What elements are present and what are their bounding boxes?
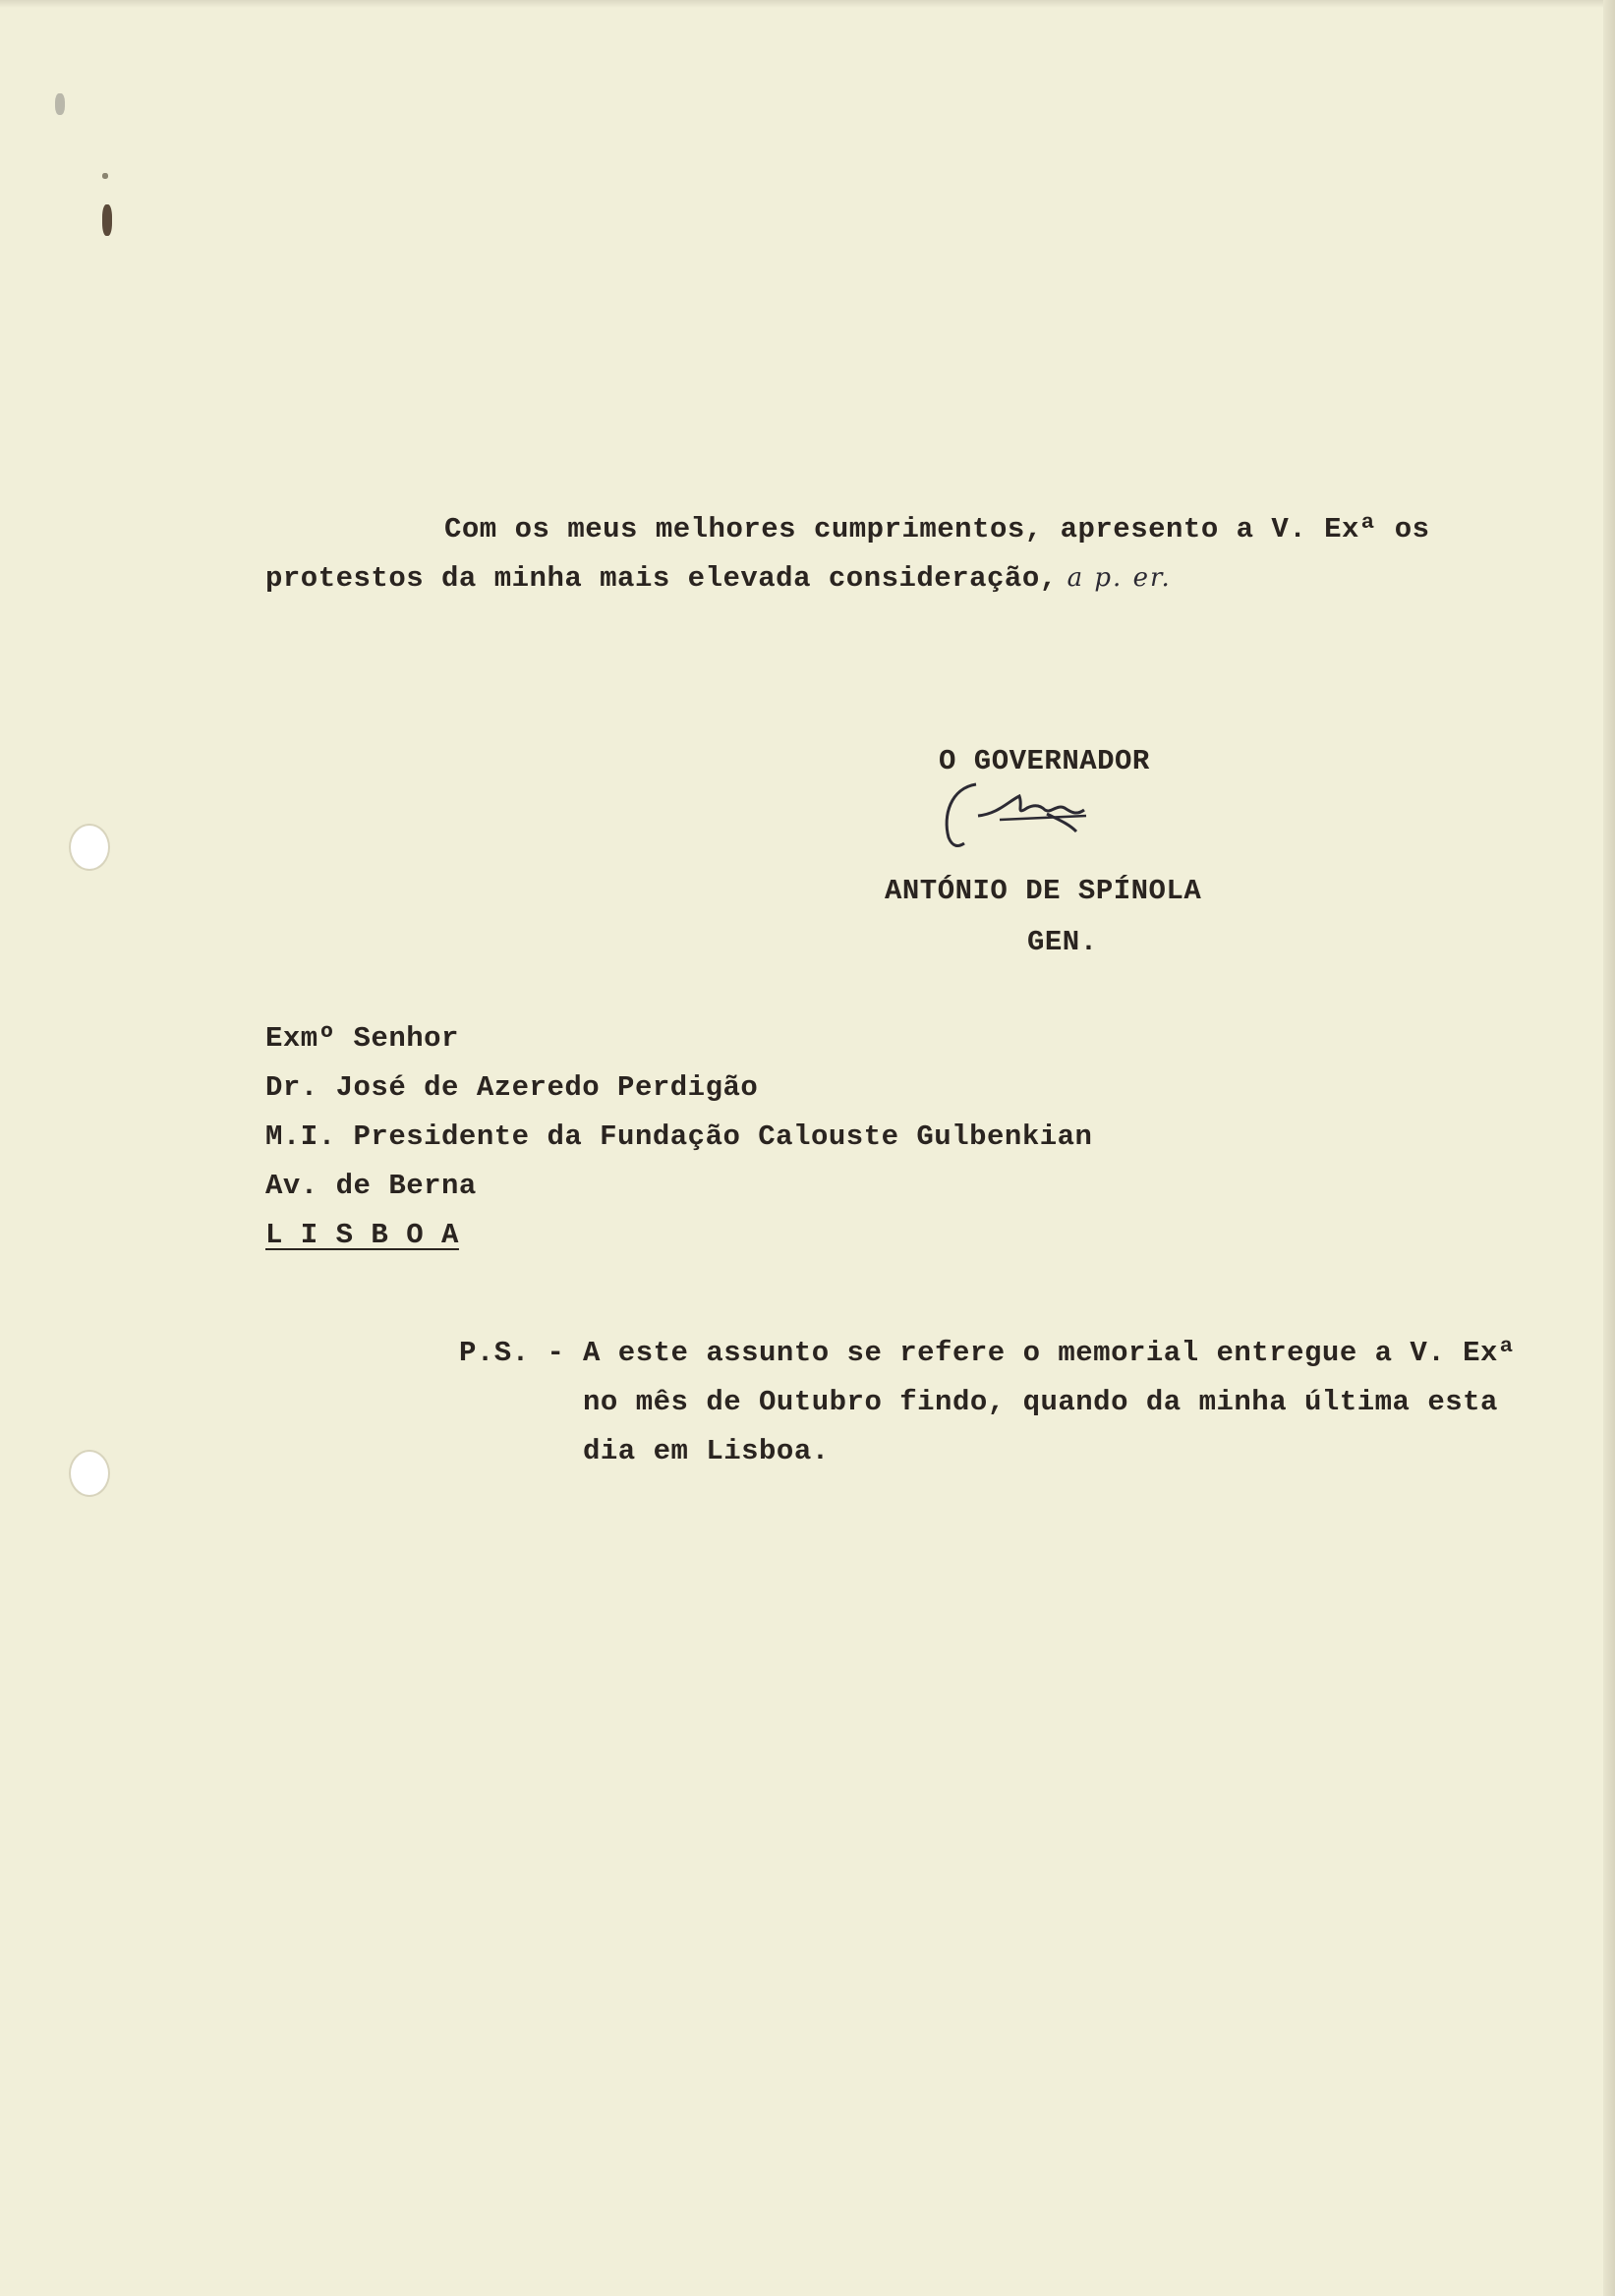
paper-top-edge: [0, 0, 1615, 8]
signature-title: O GOVERNADOR: [939, 745, 1150, 777]
addressee-street: Av. de Berna: [265, 1170, 477, 1202]
handwritten-signature: [939, 776, 1116, 855]
rust-stain-mark: [102, 173, 108, 179]
signatory-rank: GEN.: [1027, 926, 1098, 958]
postscript-line-2: no mês de Outubro findo, quando da minha última esta: [583, 1386, 1498, 1418]
addressee-salutation: Exmº Senhor: [265, 1022, 459, 1055]
postscript-line-1: A este assunto se refere o memorial entregue a V. Exª: [583, 1337, 1516, 1369]
paper-right-edge: [1603, 0, 1615, 2296]
handwritten-annotation: a p. er.: [1067, 563, 1172, 593]
postscript-line-3: dia em Lisboa.: [583, 1435, 830, 1467]
closing-line-2-text: protestos da minha mais elevada consideração,: [265, 562, 1058, 595]
rust-stain-mark: [102, 204, 112, 236]
addressee-name: Dr. José de Azeredo Perdigão: [265, 1071, 759, 1104]
closing-line-2: [265, 562, 1172, 595]
addressee-position: M.I. Presidente da Fundação Calouste Gulbenkian: [265, 1120, 1093, 1153]
signatory-name: ANTÓNIO DE SPÍNOLA: [885, 875, 1202, 907]
rust-stain-mark: [55, 93, 65, 115]
addressee-city: L I S B O A: [265, 1219, 459, 1251]
punch-hole-lower: [69, 1450, 110, 1497]
punch-hole-upper: [69, 824, 110, 871]
postscript-label: P.S. -: [459, 1337, 565, 1369]
closing-line-1: Com os meus melhores cumprimentos, apresento a V. Exª os: [444, 513, 1430, 545]
